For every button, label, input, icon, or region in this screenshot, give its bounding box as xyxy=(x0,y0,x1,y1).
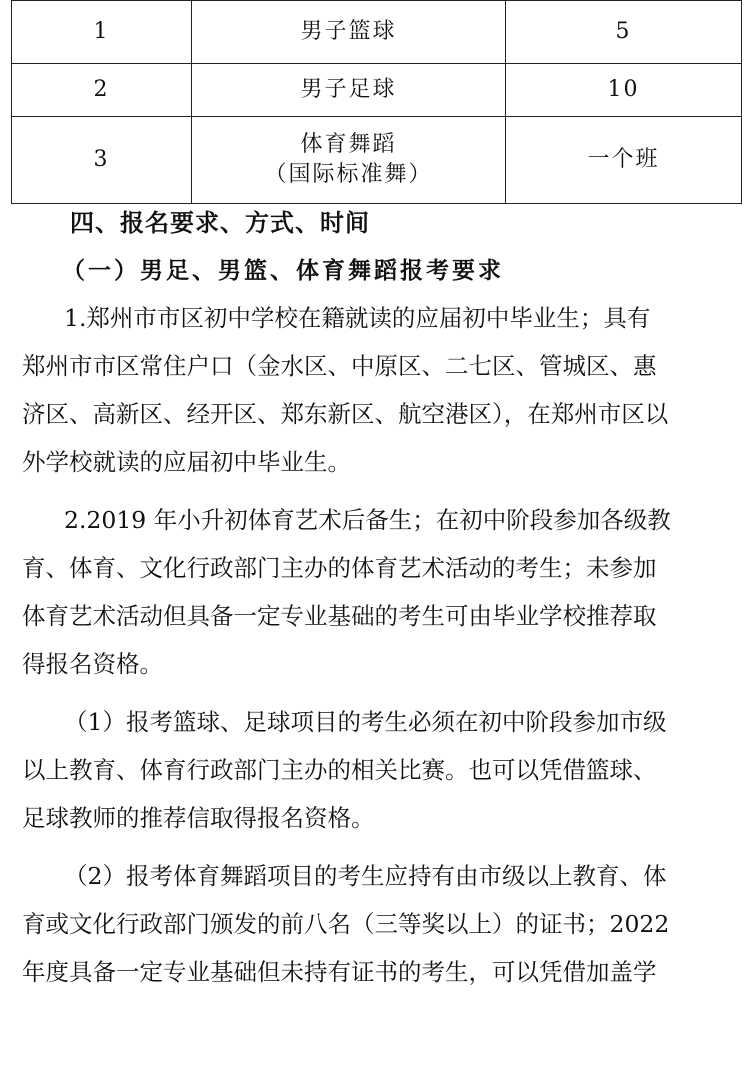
quota-table xyxy=(11,0,742,204)
text-line: 体育艺术活动但具备一定专业基础的考生可由毕业学校推荐取 xyxy=(22,602,657,630)
text-line: 足球教师的推荐信取得报名资格。 xyxy=(22,804,375,832)
text-line: 育、体育、文化行政部门主办的体育艺术活动的考生；未参加 xyxy=(22,554,657,582)
enrollment-count: 10 xyxy=(506,64,742,117)
row-number: 1 xyxy=(12,1,192,64)
table-row xyxy=(12,64,742,117)
text-line: 2.2019 年小升初体育艺术后备生；在初中阶段参加各级教 xyxy=(64,506,671,534)
row-number: 2 xyxy=(12,64,192,117)
sub-heading: （一）男足、男篮、体育舞蹈报考要求 xyxy=(62,257,504,284)
text-line: 郑州市市区常住户口（金水区、中原区、二七区、管城区、惠 xyxy=(22,352,657,380)
section-heading: 四、报名要求、方式、时间 xyxy=(70,209,370,237)
text-line: 外学校就读的应届初中毕业生。 xyxy=(22,448,351,476)
text-line: 育或文化行政部门颁发的前八名（三等奖以上）的证书；2022 xyxy=(22,910,670,938)
text-line: 1.郑州市市区初中学校在籍就读的应届初中毕业生；具有 xyxy=(64,304,651,332)
sport-item: 男子足球 xyxy=(192,64,506,117)
row-number: 3 xyxy=(12,117,192,204)
text-line: （1）报考篮球、足球项目的考生必须在初中阶段参加市级 xyxy=(64,708,667,736)
sport-item-name: 体育舞蹈 xyxy=(300,132,397,157)
document-body xyxy=(22,294,734,996)
table-row xyxy=(12,1,742,64)
text-line: （2）报考体育舞蹈项目的考生应持有由市级以上教育、体 xyxy=(64,862,667,890)
enrollment-count: 5 xyxy=(506,1,742,64)
sport-item: 男子篮球 xyxy=(192,1,506,64)
table-row xyxy=(12,117,742,204)
sport-item-subtitle: （国际标准舞） xyxy=(264,162,433,187)
text-line: 年度具备一定专业基础但未持有证书的考生，可以凭借加盖学 xyxy=(22,958,657,986)
text-line: 济区、高新区、经开区、郑东新区、航空港区），在郑州市区以 xyxy=(22,400,669,428)
enrollment-count: 一个班 xyxy=(506,117,742,204)
sport-item xyxy=(192,117,506,204)
text-line: 得报名资格。 xyxy=(22,650,163,678)
text-line: 以上教育、体育行政部门主办的相关比赛。也可以凭借篮球、 xyxy=(22,756,657,784)
